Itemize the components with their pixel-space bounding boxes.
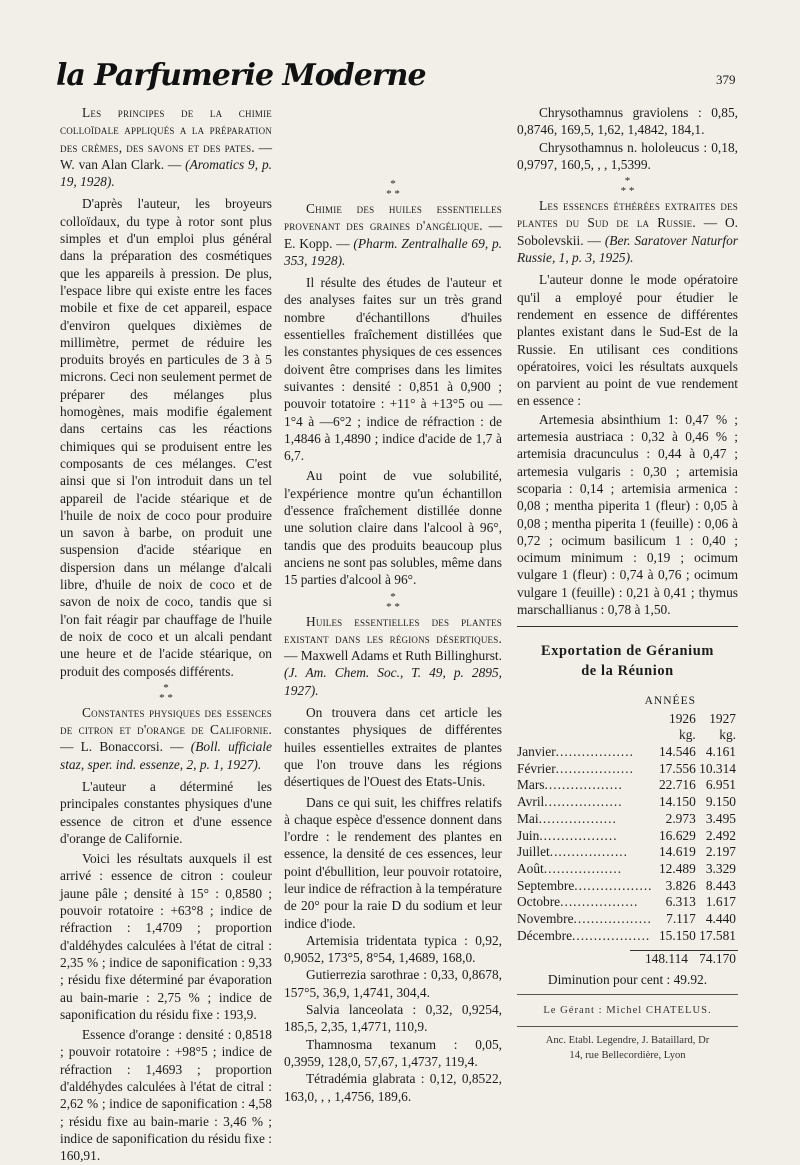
value-1927-cell: 6.951 [705,777,736,793]
article-desertiques-p1: On trouvera dans cet article les constantes physiques de différentes huiles essentielles extraites de plantes que l'on trouve dans les régions désertiques de l'Ouest des Etats-Unis. [284,705,502,790]
table-row [517,777,738,794]
table-row [517,878,738,895]
table-row [517,828,738,845]
month-cell: Janvier.................. [517,744,634,760]
month-cell: Février.................. [517,760,634,776]
value-1927-cell: 10.314 [699,760,736,776]
printer-imprint: Anc. Etabl. Legendre, J. Bataillard, Dr 14, rue Bellecordière, Lyon [545,1034,710,1061]
month-cell: Septembre.................. [517,877,653,893]
month-cell: Août.................. [517,860,623,876]
article-angelique-author: — E. Kopp. — [284,218,502,251]
total-1927: 74.170 [688,951,738,968]
month-cell: Mars.................. [517,777,623,793]
table-row [517,744,738,761]
year-row [517,711,738,728]
year-1926: 1926 [669,710,696,726]
value-1926-cell: 14.150 [658,794,696,810]
article-russie-author: — O. Sobolevskii. — [517,215,738,248]
plant-entry: Artemisia tridentata typica : 0,92, 0,9052, 173°5, 8°54, 1,4689, 168,0. [284,932,502,966]
total-1926: 148.114 [630,951,688,968]
article-constantes-p2: Voici les résultats auxquels il est arrivé : essence de citron : couleur jaune pâle ; densité à 15° : 0,8580 ; pouvoir rotatoire : +63°8 ; indice de réfraction : 1,4709 ; proportion d'aldéhydes calculées à l'état de citral : 2,35 % ; indice de saponification : 9,33 ; résidu fixe déterminé par évaporation au bain-marie : 2,75 % ; indice de saponification du résidu fixe : 193,9. [60,851,272,1022]
table-row [517,811,738,828]
column-3 [517,104,738,1063]
month-cell: Mai.................. [517,810,617,826]
footer-rule [517,994,738,995]
table-row [517,894,738,911]
plant-entry: Salvia lanceolata : 0,32, 0,9254, 185,5, 2,35, 1,4771, 110,9. [284,1002,502,1035]
years-header: ANNÉES [644,695,696,708]
article-angelique-heading: Chimie des huiles essentielles provenant des graines d'angélique. — E. Kopp. — (Pharm. Zentralhalle 69, p. 353, 1928). [284,201,502,268]
value-1927-cell: 4.440 [705,911,736,927]
journal-masthead: la Parfumerie Moderne [56,58,426,93]
unit-1926: kg. [679,727,696,743]
table-row [517,861,738,878]
dot-leader: .................. [572,927,651,943]
year-1927: 1927 [709,710,736,726]
dot-leader: .................. [544,794,623,810]
article-russie-p1: L'auteur donne le mode opératoire qu'il a employé pour étudier le rendement en essence de différentes plantes existant dans le Sud-Est de la Russie. En utilisant ces conditions opératoires, voici les résultats auxquels on parvient au point de vue rendement en essence : [517,272,738,409]
value-1927-cell: 17.581 [699,927,736,943]
unit-row [517,727,738,744]
section-separator: * * * [386,590,400,613]
value-1926-cell: 14.546 [658,744,696,760]
value-1926-cell: 17.556 [658,760,696,776]
article-desertiques-heading: Huiles essentielles des plantes existant dans les régions désertiques. — Maxwell Adams et Ruth Billinghurst. (J. Am. Chem. Soc., T. 49, p. 2895, 1927). [284,613,502,698]
dot-leader: .................. [538,810,617,826]
table-row [517,928,738,945]
article-constantes-source: (Boll. ufficiale staz, sper. ind. essenze, 2, p. 1, 1927). [60,739,272,772]
article-constantes-p3: Essence d'orange : densité : 0,8518 ; pouvoir rotatoire : +98°5 ; indice de réfraction : 1,4693 ; proportion d'aldéhydes calculées à l'état de citral : 2,62 % ; indice de saponification : 4,58 ; résidu fixe au bain-marie : 3,46 % ; indice de saponification du résidu fixe : 160,91. [60,1027,272,1164]
export-table [517,711,738,945]
article-constantes-author: — L. Bonaccorsi. — [60,739,184,755]
month-cell: Juin.................. [517,827,618,843]
article-angelique-p2: Au point de vue solubilité, l'expérience montre qu'un échantillon d'essence fraîchement distillée donne une solution claire dans l'alcool à 96°, tandis que des produits beaucoup plus anciens ne sont pas solubles, même dans 15 parties d'alcool à 96°. [284,468,502,588]
dot-leader: .................. [555,760,634,776]
dot-leader: .................. [544,777,623,793]
value-1927-cell: 2.197 [705,844,736,860]
table-top-rule [517,626,738,627]
section-separator: * * * [159,681,173,704]
article-russie-p2: Artemesia absinthium 1: 0,47 % ; artemesia austriaca : 0,32 à 0,46 % ; artemisia dracunculus : 0,44 à 0,47 ; artemesia vulgaris : 0,30 ; artemisia scoparia : 0,14 ; artemisia armenica : 0,08 ; mentha piperita 1 (fleur) : 0,05 à 0,08 ; mentha piperita 1 (feuille) : 0,06 à 0,72 ; ocimum basilicum 1 : 0,40 ; ocimum minimum : 0,19 ; ocimum vulgare 1 (fleur) : 0,74 à 0,76 ; ocimum vulgare 1 (feuille) : 0,21 à 0,41 ; thymus marschallianus : 0,78 à 1,50. [517,411,738,618]
article-russie-heading: Les essences éthérées extraites des plantes du Sud de la Russie. — O. Sobolevskii. — (Ber. Saratover Naturfor Russie, 1, p. 3, 1925). [517,198,739,266]
dot-leader: .................. [543,860,623,876]
dot-leader: .................. [573,911,652,927]
value-1927-cell: 9.150 [705,794,736,810]
article-constantes-heading: Constantes physiques des essences de citron et d'orange de Californie. — L. Bonaccorsi. — (Boll. ufficiale staz, sper. ind. essenze, 2, p. 1, 1927). [60,704,272,772]
value-1926-cell: 6.313 [665,894,696,910]
dot-leader: .................. [560,894,639,910]
month-cell: Octobre.................. [517,894,639,910]
page-number: 379 [716,72,736,87]
table-row [517,761,738,778]
gerant-line: Le Gérant : Michel CHATELUS. [543,1005,712,1017]
value-1927-cell: 1.617 [705,894,736,910]
diminution-line: Diminution pour cent : 49.92. [547,972,708,988]
section-separator: * * * [386,178,400,200]
plant-entry: Gutierrezia sarothrae : 0,33, 0,8678, 157°5, 36,9, 1,4741, 304,4. [284,967,502,1000]
article-desertiques-author: — Maxwell Adams et Ruth Billinghurst. [284,648,502,664]
export-totals [517,950,738,968]
article-desertiques-p2: Dans ce qui suit, les chiffres relatifs à chaque espèce d'essence donnent dans l'ordre : le rendement des plantes en essence, la densité de ces essences, leur point d'ébullition, leur pouvoir rotatoire, leur indice de réfraction à la température de 20° pour la raie D du sodium et leur indice d'iode. [284,794,502,931]
article-constantes-p1: L'auteur a déterminé les principales constantes physiques d'une essence de citron et d'une essence d'orange de Californie. [60,778,272,846]
value-1926-cell: 3.826 [665,877,696,893]
month-cell: Novembre.................. [517,911,652,927]
value-1927-cell: 4.161 [705,744,736,760]
footer-rule-2 [517,1026,738,1027]
unit-1927: kg. [719,727,736,743]
table-row [517,794,738,811]
section-separator: * * * [620,175,635,198]
column-2-continuation-space [284,104,502,176]
value-1926-cell: 16.629 [658,827,696,843]
value-1926-cell: 7.117 [666,911,696,927]
plant-entry: Chrysothamnus graviolens : 0,85, 0,8746, 169,5, 1,62, 1,4842, 184,1. [517,105,738,138]
value-1927-cell: 8.443 [705,877,736,893]
table-row [517,911,738,928]
value-1927-cell: 3.329 [705,860,736,876]
column-1 [60,104,272,1165]
article-angelique-source: (Pharm. Zentralhalle 69, p. 353, 1928). [284,235,502,268]
article-angelique-p1: Il résulte des études de l'auteur et des analyses faites sur un très grand nombre d'échantillons d'huiles essentielles fraîchement distillées que les constantes physiques de ces essences doivent être comprises dans les limites suivantes : densité : 0,851 à 0,900 ; pouvoir totatoire : +11° à +13°5 ou —1°4 à —6°2 ; indice de réfraction : de 1,4846 à 1,4890 ; indice d'acide de 1,7 à 6,7. [284,275,502,464]
month-cell: Avril.................. [517,794,623,810]
export-table-title: Exportation de Géranium de la Réunion [541,643,714,680]
article-colloidale-body: D'après l'auteur, les broyeurs colloïdaux, du type à rotor sont plus simples et d'un emploi plus général dans la préparation des cosmétiques que les appareils à pression. De plus, l'espace libre qui existe entre les faces mobile et fixe de cet appareil, espace d'environ quelques dixièmes de millimètre, permet de réduire les produits broyés en particules de 3 à 5 microns. Ceci non seulement permet de préparer des mélanges plus homogènes, mais modifie également dans certains cas les réactions chimiques qui se produisent entre les composants de ces mélanges. C'est ainsi que si l'on introduit dans un tel appareil de l'acide stéarique et de l'huile de noix de coco pour produire un savon à barbe, on produit une suspension d'acide stéarique en dispersion dans un mélange d'alcali libre, d'huile de noix de coco et de savon de noix de coco, tandis que si l'on fait réagir par chauffage de l'huile de noix de coco et un alcali pendant une heure et de l'acide stéarique, on produit des composés différents. [60,196,272,679]
article-colloidale-heading: Les principes de la chimie colloïdale appliqués a la préparation des crèmes, des savons et des pates. — W. van Alan Clark. — (Aromatics 9, p. 19, 1928). [60,105,272,190]
article-colloidale-source: (Aromatics 9, p. 19, 1928). [60,156,272,190]
value-1926-cell: 22.716 [658,777,696,793]
dot-leader: .................. [555,744,634,760]
plant-entry: Thamnosma texanum : 0,05, 0,3959, 128,0, 57,67, 1,4737, 119,4. [284,1036,502,1069]
plant-entry: Tétradémia glabrata : 0,12, 0,8522, 163,0, , , 1,4756, 189,6. [284,1071,502,1104]
dot-leader: .................. [549,844,628,860]
total-row [517,951,738,968]
dot-leader: .................. [574,877,653,893]
value-1926-cell: 12.489 [658,860,696,876]
value-1927-cell: 2.492 [705,827,736,843]
column-2-content [284,104,502,1105]
article-russie-source: (Ber. Saratover Naturfor Russie, 1, p. 3, 1925). [517,232,739,266]
month-cell: Décembre.................. [517,927,651,943]
table-row [517,844,738,861]
article-colloidale-author: — W. van Alan Clark. — [60,139,272,172]
dot-leader: .................. [539,827,618,843]
value-1926-cell: 15.150 [658,927,696,943]
month-cell: Juillet.................. [517,844,628,860]
article-desertiques-source: (J. Am. Chem. Soc., T. 49, p. 2895, 1927). [284,665,502,698]
value-1927-cell: 3.495 [705,810,736,826]
value-1926-cell: 14.619 [658,844,696,860]
plant-entry: Chrysothamnus n. hololeucus : 0,18, 0,9797, 160,5, , , 1,5399. [517,139,738,172]
value-1926-cell: 2.973 [665,810,696,826]
